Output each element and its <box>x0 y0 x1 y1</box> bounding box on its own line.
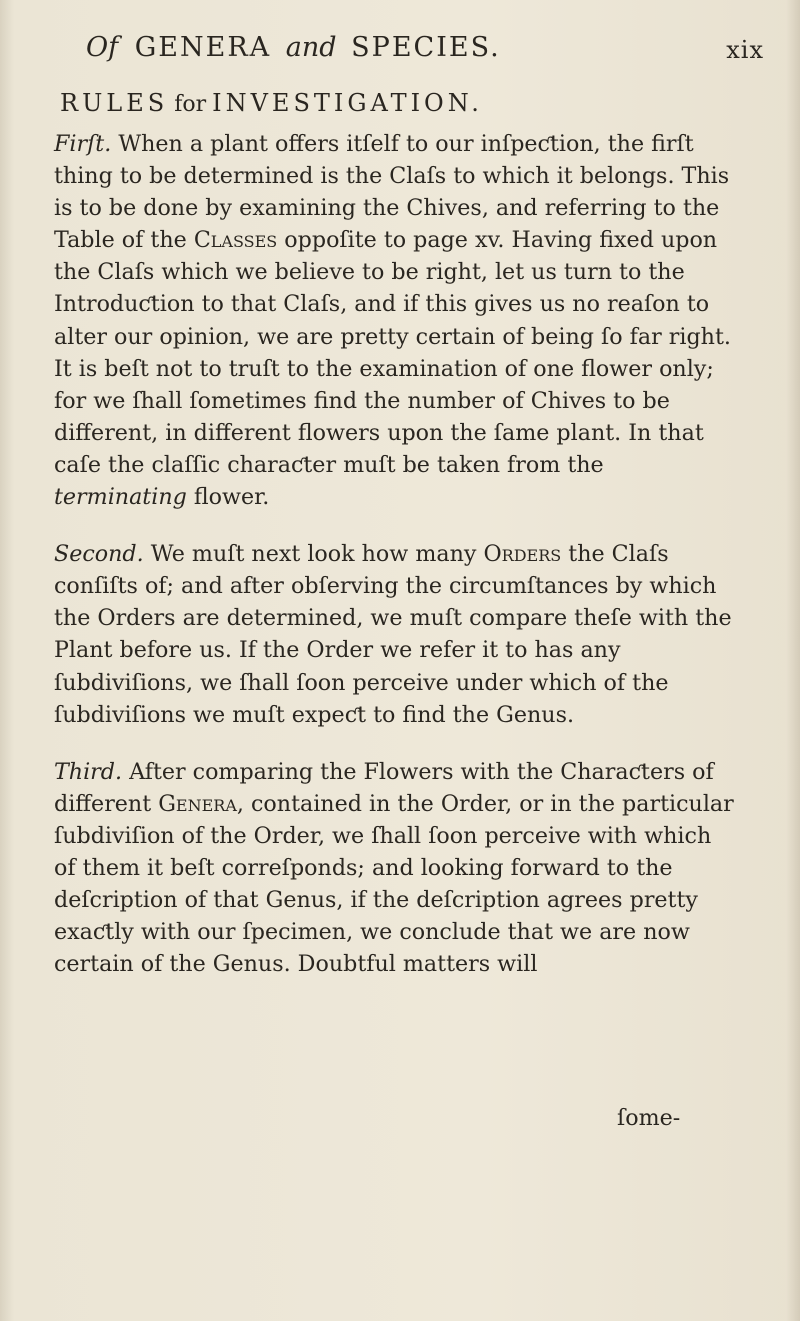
paragraph-text: , contained in the Order, or in the particular ſubdiviſion of the Order, we ſhall ſoon perceive with which of them it beſt correſponds; and looking forward to the deſcription of that Genus, if the deſcription agrees pretty exaƈtly with our ſpecimen, we conclude that we are now certain of the Genus. Doubtful matters will <box>54 790 734 978</box>
body-text <box>54 128 738 1005</box>
page-edge-shadow <box>786 0 800 1321</box>
paragraph-text: We muſt next look how many <box>143 541 484 568</box>
catchword: ſome- <box>617 1105 681 1131</box>
paragraph-first <box>54 128 738 513</box>
paragraph-lead: Firſt. <box>54 131 112 157</box>
paragraph-second <box>54 538 738 731</box>
running-head-genera: GENERA <box>134 32 272 63</box>
section-title-rules: RULES <box>60 89 169 117</box>
paragraph-text: After comparing the Flowers with the Charaƈters of different <box>54 758 714 817</box>
paragraph-lead: Second. <box>54 541 144 568</box>
paragraph-third <box>54 756 738 981</box>
paragraph-lead: Third. <box>54 758 123 785</box>
small-caps-term: Genera <box>158 790 237 817</box>
running-head-and: and <box>285 32 337 63</box>
running-head-of: Of <box>86 32 119 63</box>
running-head-species: SPECIES. <box>351 32 501 63</box>
section-title-for: for <box>174 92 207 117</box>
section-title-investigation: INVESTIGATION. <box>212 89 483 117</box>
paragraph-text: When a plant offers itſelf to our inſpeƈtion, the firſt thing to be determined is the Claſs to which it belongs. This is to be done by examining the Chives, and referring to the Table of the <box>54 131 730 254</box>
paragraph-text: flower. <box>186 484 270 511</box>
small-caps-term: Classes <box>193 227 278 254</box>
page-number: xix <box>726 36 764 64</box>
paragraph-text: oppoſite to page xv. Having fixed upon the Claſs which we believe to be right, let us turn to the Introduƈtion to that Claſs, and if this gives us no reaſon to alter our opinion, we are pretty certain of being ſo far right. It is beſt not to truſt to the examination of one flower only; for we ſhall ſometimes find the number of Chives to be different, in different flowers upon the ſame plant. In that caſe the claſſic charaƈter muſt be taken from the <box>54 227 731 478</box>
small-caps-term: Orders <box>483 541 562 568</box>
running-head <box>86 32 726 72</box>
section-title <box>60 89 483 117</box>
paragraph-text: the Claſs conſiſts of; and after obſerving the circumſtances by which the Orders are determined, we muſt compare theſe with the Plant before us. If the Order we refer it to has any ſubdiviſions, we ſhall ſoon perceive under which of the ſubdiviſions we muſt expeƈt to find the Genus. <box>54 541 732 728</box>
italic-term: terminating <box>54 484 187 511</box>
